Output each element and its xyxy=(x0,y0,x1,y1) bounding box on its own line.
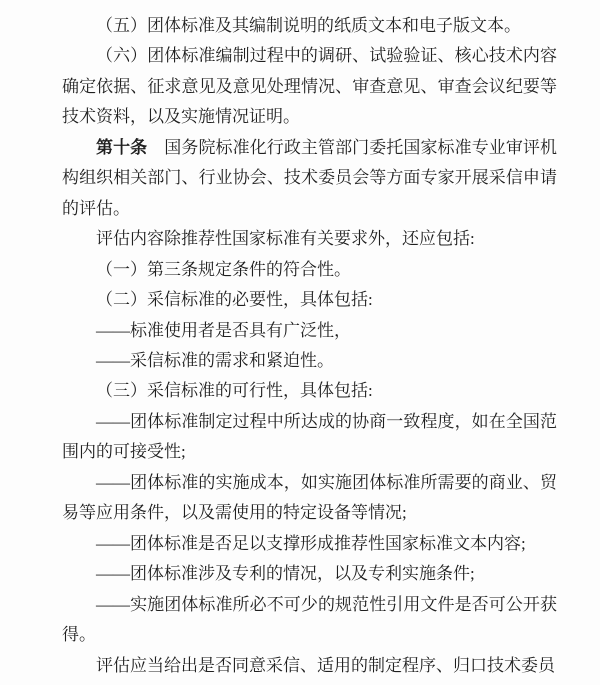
article-number: 第十条 xyxy=(96,137,148,157)
paragraph xyxy=(62,468,557,529)
paragraph xyxy=(62,11,557,41)
paragraph-text: 国务院标准化行政主管部门委托国家标准专业审评机构组织相关部门、行业协会、技术委员会等方面专家开展采信申请的评估。 xyxy=(62,137,558,218)
paragraph-text: （二）采信标准的必要性，具体包括: xyxy=(96,290,373,310)
paragraph xyxy=(62,316,557,346)
paragraph xyxy=(62,224,557,254)
paragraph xyxy=(62,407,557,468)
paragraph xyxy=(62,346,557,376)
paragraph xyxy=(62,285,557,315)
paragraph-text: 评估内容除推荐性国家标准有关要求外，还应包括: xyxy=(96,229,475,249)
paragraph xyxy=(62,559,557,589)
paragraph-text: ——标准使用者是否具有广泛性， xyxy=(96,320,351,340)
paragraph-text: ——团体标准制定过程中所达成的协商一致程度，如在全国范围内的可接受性; xyxy=(62,411,557,462)
paragraph-text: ——采信标准的需求和紧迫性。 xyxy=(96,350,334,370)
paragraph xyxy=(62,651,557,681)
paragraph xyxy=(62,255,557,285)
paragraph-text: （五）团体标准及其编制说明的纸质文本和电子版文本。 xyxy=(96,16,521,35)
document-body xyxy=(62,11,557,681)
paragraph-text: ——实施团体标准所必不可少的规范性引用文件是否可公开获得。 xyxy=(62,594,557,645)
paragraph-text: （三）采信标准的可行性，具体包括: xyxy=(96,381,373,401)
paragraph xyxy=(62,590,557,651)
paragraph-text: ——团体标准的实施成本，如实施团体标准所需要的商业、贸易等应用条件，以及需使用的特定设备等情况; xyxy=(62,472,557,523)
paragraph-text: 评估应当给出是否同意采信、适用的制定程序、归口技术委员 xyxy=(96,655,555,675)
paragraph-text: ——团体标准是否足以支撑形成推荐性国家标准文本内容; xyxy=(96,533,526,553)
paragraph-text: ——团体标准涉及专利的情况，以及专利实施条件; xyxy=(96,564,475,584)
paragraph xyxy=(62,529,557,559)
paragraph-text: （一）第三条规定条件的符合性。 xyxy=(96,259,351,279)
paragraph-text: （六）团体标准编制过程中的调研、试验验证、核心技术内容确定依据、征求意见及意见处理情况、审查意见、审查会议纪要等技术资料，以及实施情况证明。 xyxy=(62,46,557,127)
paragraph xyxy=(62,41,557,132)
paragraph xyxy=(62,376,557,406)
paragraph xyxy=(62,133,557,224)
